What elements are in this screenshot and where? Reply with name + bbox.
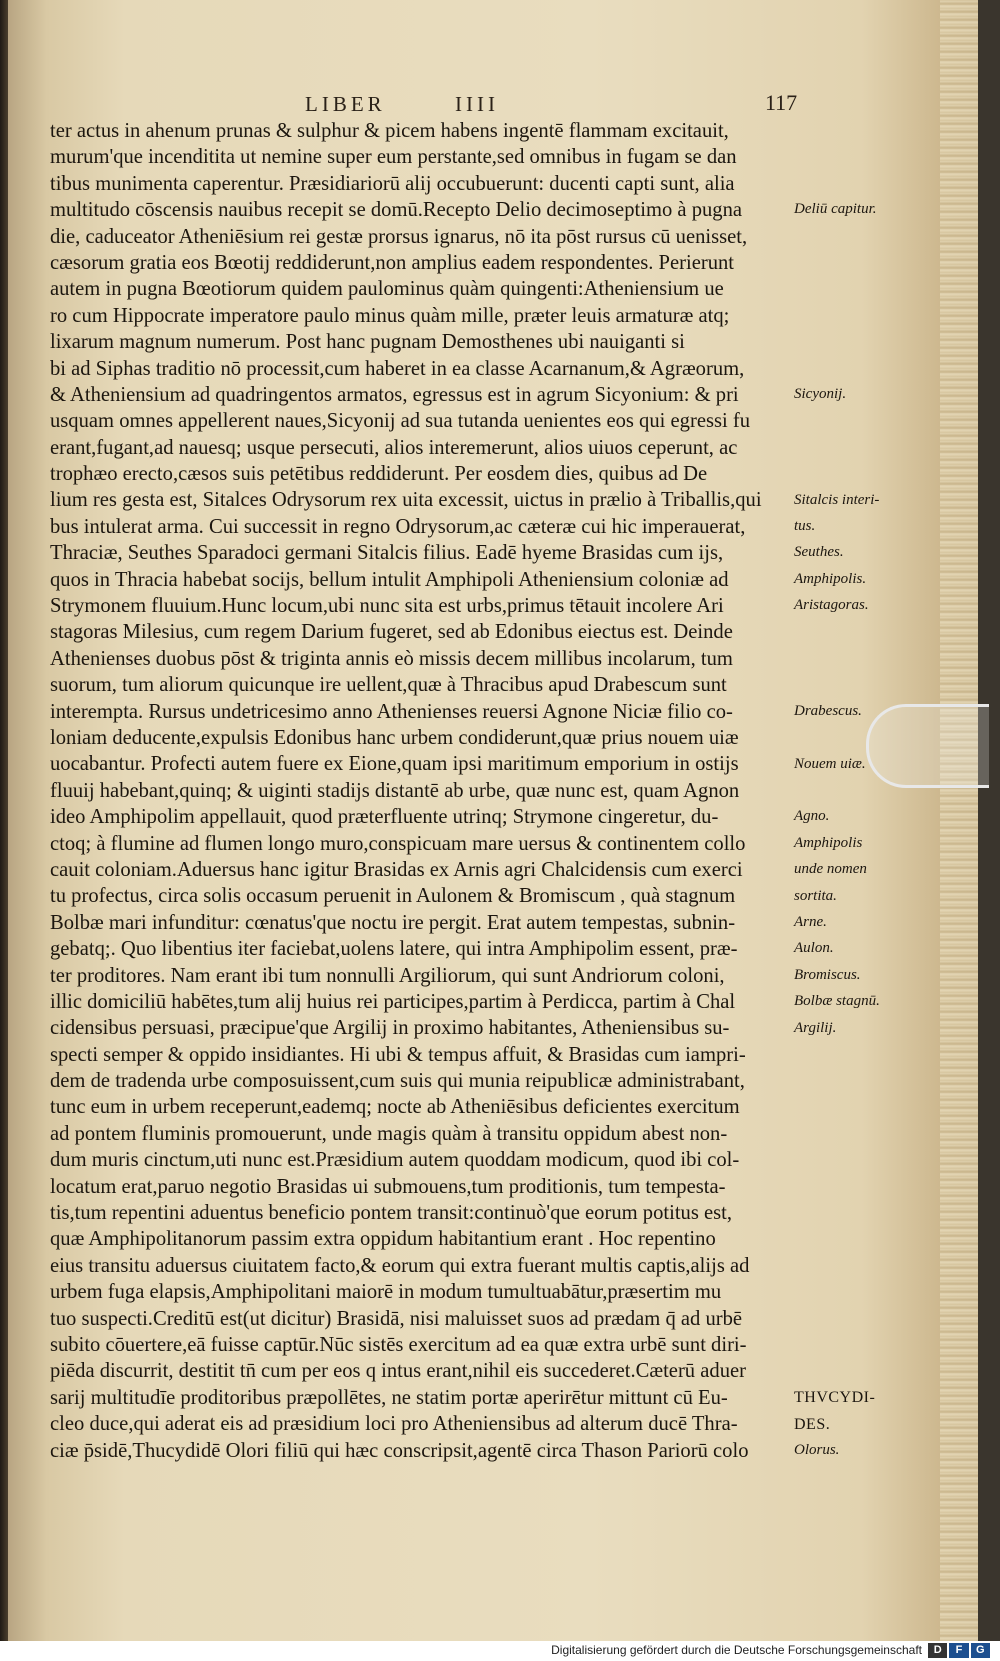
text-line: Thraciæ, Seuthes Sparadoci germani Sitalcis filius. Eadē hyeme Brasidas cum ijs, [50,542,724,565]
text-line: ctoq; à flumine ad flumen longo muro,conspicuam mare uersus & continentem collo [50,832,746,855]
text-line: die, caduceator Atheniēsium rei gestæ prorsus ignarus, nō ita pōst rursus cū uenisset, [50,225,748,248]
body-text [50,118,786,1464]
text-line: cæsorum gratia eos Bœotij reddiderunt,non amplius eadem respondentes. Perierunt [50,251,735,274]
margin-note: tus. [794,518,816,534]
margin-note: Olorus. [794,1442,840,1458]
logo-letter: D [928,1643,947,1658]
margin-note: DES. [794,1415,831,1433]
dfg-logo [928,1643,992,1658]
margin-note: Drabescus. [794,702,862,719]
margin-note: Sicyonij. [794,386,847,402]
text-line: ideo Amphipolim appellauit, quod præterfluente utrinq; Strymone cingeretur, du- [50,806,719,829]
text-line: stagoras Milesius, cum regem Darium fugeret, sed ab Edonibus eiectus est. Deinde [50,621,733,644]
footer-bar [0,1641,1000,1661]
text-line: cauit coloniam.Aduersus hanc igitur Brasidas ex Arnis agri Chalcidensis cum exerci [50,858,743,881]
text-line: tunc eum in urbem receperunt,eademq; nocte ab Atheniēsibus deficientes exercitum [50,1096,740,1119]
text-line: Bolbæ mari infunditur: cœnatus'que noctu ire pergit. Erat autem tempestas, subnin- [50,911,736,934]
text-line: ter proditores. Nam erant ibi tum nonnulli Argiliorum, qui sunt Andriorum coloni, [50,964,725,987]
text-line: gebatq;. Quo libentius iter faciebat,uolens latere, qui intra Amphipolim essent, præ- [50,938,738,961]
text-line: autem in pugna Bœotiorum quidem paulominus quàm quingenti:Atheniensium ue [50,278,724,301]
margin-note: Sitalcis interi- [794,491,880,508]
text-line: bus intulerat arma. Cui successit in regno Odrysorum,ac cæteræ cui hic imperauerat, [50,515,746,538]
page-number: 117 [765,90,798,115]
running-header [305,92,785,116]
header-liber: LIBER [305,92,386,116]
text-line: urbem fuga elapsis,Amphipolitani maiorē in modum tumultuabātur,præsertim mu [50,1281,722,1304]
text-line: Athenienses duobus pōst & triginta annis eò missis decem millibus incolarum, tum [50,647,733,670]
footer-credit: Digitalisierung gefördert durch die Deutsche Forschungsgemeinschaft [551,1643,922,1657]
margin-note: Aristagoras. [794,597,869,614]
page-edges [940,0,978,1641]
margin-note: Nouem uiæ. [794,755,866,772]
text-line: suorum, tum aliorum quicunque ire uellent,quæ à Thracibus apud Drabescum sunt [50,674,727,697]
text-line: piēda discurrit, destitit tn̄ cum per eos q intus erant,nihil eis succederet.Cæterū aduer [50,1360,746,1383]
margin-note: Deliū capitur. [794,201,877,218]
text-line: trophæo erecto,cæsos suis petētibus reddiderunt. Per eosdem dies, quibus ad De [50,463,708,486]
text-line: tis,tum repentini aduentus beneficio pontem transit:continuò'que eorum potitus est, [50,1202,733,1225]
margin-note: THVCYDI- [794,1389,876,1407]
text-line: dum muris cinctum,uti nunc est.Præsidium autem quoddam modicum, quod ibi col- [50,1149,740,1172]
text-line: interempta. Rursus undetricesimo anno Athenienses reuersi Agnone Niciæ filio co- [50,700,733,723]
text-line: ter actus in ahenum prunas & sulphur & picem habens ingentē flammam excitauit, [50,120,729,142]
text-line: usquam omnes appellerent naues,Sicyonij ad sua tutanda uenientes eos qui egressi fu [50,410,751,433]
margin-note: Argilij. [794,1019,837,1036]
page-clip [866,704,989,788]
text-line: ro cum Hippocrate imperatore paulo minus quàm mille, præter leuis armaturæ atq; [50,304,730,327]
text-line: lixarum magnum numerum. Post hanc pugnam Demosthenes ubi nauiganti si [50,331,685,354]
text-line: Strymonem fluuium.Hunc locum,ubi nunc sita est urbs,primus tētauit incolere Ari [50,595,724,618]
text-line: eius transitu aduersus ciuitatem facto,& eorum qui extra fuerant multis captis,alijs ad [50,1254,750,1277]
margin-note: Amphipolis [794,834,863,851]
text-line: multitudo cōscensis nauibus recepit se domū.Recepto Delio decimoseptimo à pugna [50,199,743,222]
text-line: ad pontem fluminis promouerunt, unde magis quàm à transitu oppidum abest non- [50,1122,728,1145]
text-line: subito cōuertere,eā fuisse captūr.Nūc sistēs exercitum ad ea quæ extra urbē sunt diri- [50,1333,747,1356]
text-line: sarij multitudīe proditoribus præpollētes, ne statim portæ aperirētur mittunt cū Eu- [50,1386,728,1409]
text-line: tibus munimenta caperentur. Præsidiariorū alij occubuerunt: ducenti capti sunt, alia [50,172,735,195]
text-line: loniam deducente,expulsis Edonibus hanc urbem condiderunt,quæ prius nouem uiæ [50,726,739,749]
text-line: cidensibus persuasi, præcipue'que Argilij in proximo habitantes, Atheniensibus su- [50,1017,730,1040]
text-line: tu profectus, circa solis occasum peruenit in Aulonem & Bromiscum , quà stagnum [50,885,736,908]
text-line: dem de tradenda urbe composuissent,cum suis qui munia reipublicæ administrabant, [50,1070,745,1093]
margin-note: Agno. [794,808,830,825]
logo-letter: G [971,1643,990,1658]
margin-note: unde nomen [794,861,867,878]
text-line: ciæ p̄sidē,Thucydidē Olori filiū qui hæc conscripsit,agentē circa Thason Pariorū colo [50,1439,749,1462]
text-line: locatum erat,paruo negotio Brasidas ui submouens,tum proditionis, tum tempesta- [50,1175,726,1198]
logo-letter: F [949,1643,968,1658]
margin-note: Seuthes. [794,544,844,561]
text-line: quos in Thracia habebat socijs, bellum intulit Amphipoli Atheniensium coloniæ ad [50,568,729,591]
text-line: specti semper & oppido insidiantes. Hi ubi & tempus affuit, & Brasidas cum iampri- [50,1043,746,1066]
text-line: murum'que incenditita ut nemine super eum perstante,sed omnibus in fugam se dan [50,146,737,169]
text-line: bi ad Siphas traditio nō processit,cum haberet in ea classe Acarnanum,& Agræorum, [50,357,745,380]
header-volume: IIII [455,92,499,116]
text-line: fluuij habebant,quinq; & uiginti stadijs distantē ab urbe, quæ nunc est, quam Agnon [50,779,740,802]
margin-note: Aulon. [794,940,834,957]
text-line: lium res gesta est, Sitalces Odrysorum rex uita excessit, uictus in prælio à Triballis,qui [50,489,762,512]
text-line: illic domiciliū habētes,tum alij huius rei participes,partim à Perdicca, partim à Chal [50,990,736,1013]
margin-note: Arne. [794,914,827,930]
text-line: uocabantur. Profecti autem fuere ex Eione,quam ipsi maritimum emporium in ostijs [50,753,739,776]
margin-note: sortita. [794,887,837,904]
text-line: erant,fugant,ad nauesq; usque persecuti, alios interemerunt, alios uiuos ceperunt, ac [50,436,738,459]
text-line: cleo duce,qui aderat eis ad præsidium loci pro Atheniensibus ad alterum ducē Thra- [50,1413,738,1436]
margin-note: Bolbæ stagnū. [794,993,880,1010]
text-line: quæ Amphipolitanorum passim extra oppidum habitantium erant . Hoc repentino [50,1228,716,1251]
margin-note: Bromiscus. [794,966,861,983]
margin-note: Amphipolis. [794,570,867,587]
text-line: tuo suspecti.Creditū est(ut dicitur) Brasidā, nisi maluisset suos ad prædam q̄ ad urbē [50,1307,743,1330]
text-line: & Atheniensium ad quadringentos armatos, egressus est in agrum Sicyonium: & pri [50,383,739,406]
